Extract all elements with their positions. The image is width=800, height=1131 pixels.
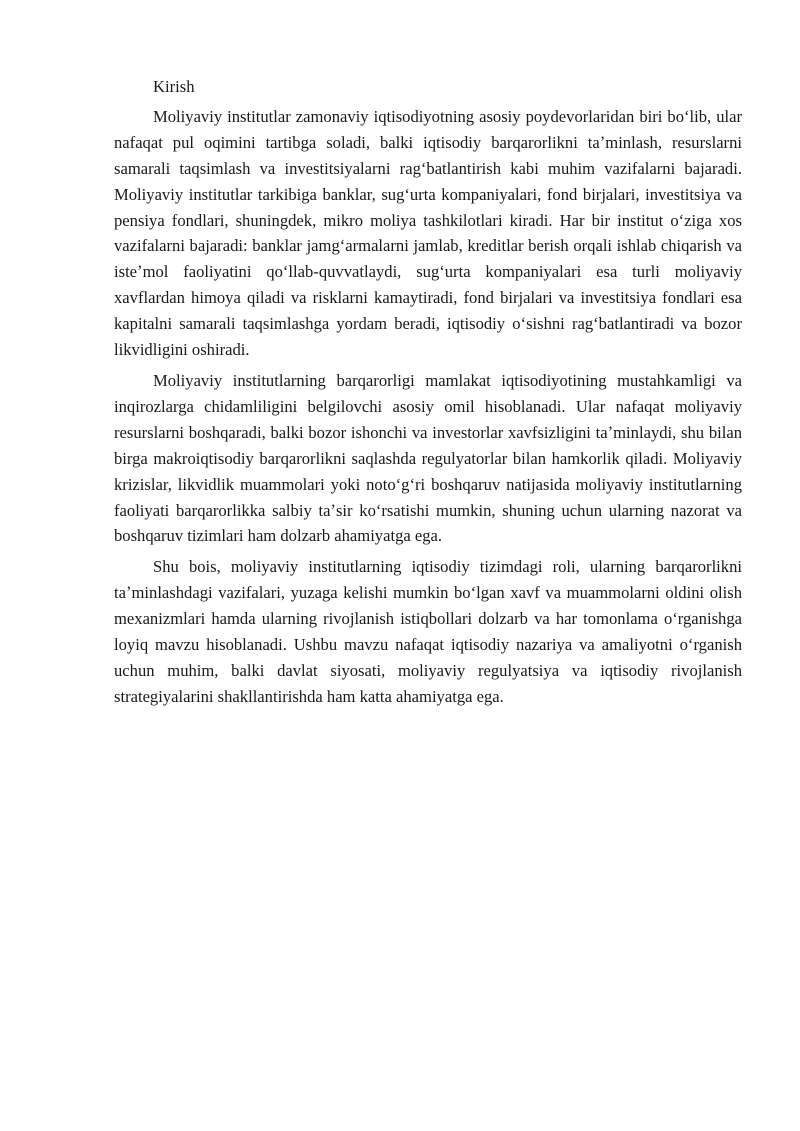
document-body (114, 74, 742, 715)
section-heading: Kirish (153, 77, 195, 96)
paragraph-1: Moliyaviy institutlar zamonaviy iqtisodiyotning asosiy poydevorlaridan biri boʻlib, ular nafaqat pul oqimini tartibga soladi, balki iqtisodiy barqarorlikni taʼminlash, resurslarni samarali taqsimlash va investitsiyalarni ragʻbatlantirish kabi muhim vazifalarni bajaradi. Moliyaviy institutlar tarkibiga banklar, sugʻurta kompaniyalari, fond birjalari, investitsiya va pensiya fondlari, shuningdek, mikro moliya tashkilotlari kiradi. Har bir institut oʻziga xos vazifalarni bajaradi: banklar jamgʻarmalarni jamlab, kreditlar berish orqali ishlab chiqarish va isteʼmol faoliyatini qoʻllab-quvvatlaydi, sugʻurta kompaniyalari esa turli moliyaviy xavflardan himoya qiladi va risklarni kamaytiradi, fond birjalari va investitsiya fondlari esa kapitalni samarali taqsimlashga yordam beradi, iqtisodiy oʻsishni ragʻbatlantiradi va bozor likvidligini oshiradi. (114, 106, 742, 360)
paragraph-2: Moliyaviy institutlarning barqarorligi mamlakat iqtisodiyotining mustahkamligi va inqirozlarga chidamliligini belgilovchi asosiy omil hisoblanadi. Ular nafaqat moliyaviy resurslarni boshqaradi, balki bozor ishonchi va investorlar xavfsizligini taʼminlaydi, shu bilan birga makroiqtisodiy barqarorlikni saqlashda regulyatorlar bilan hamkorlik qiladi. Moliyaviy krizislar, likvidlik muammolari yoki notoʻgʻri boshqaruv natijasida moliyaviy institutlarning faoliyati barqarorlikka salbiy taʼsir koʻrsatishi mumkin, shuning uchun ularning nazorat va boshqaruv tizimlari ham dolzarb ahamiyatga ega. (114, 370, 742, 546)
paragraph-3: Shu bois, moliyaviy institutlarning iqtisodiy tizimdagi roli, ularning barqarorlikni taʼminlashdagi vazifalari, yuzaga kelishi mumkin boʻlgan xavf va muammolarni oldini olish mexanizmlari hamda ularning rivojlanish istiqbollari dolzarb va har tomonlama oʻrganishga loyiq mavzu hisoblanadi. Ushbu mavzu nafaqat iqtisodiy nazariya va amaliyotni oʻrganish uchun muhim, balki davlat siyosati, moliyaviy regulyatsiya va iqtisodiy rivojlanish strategiyalarini shakllantirishda ham katta ahamiyatga ega. (114, 557, 742, 706)
